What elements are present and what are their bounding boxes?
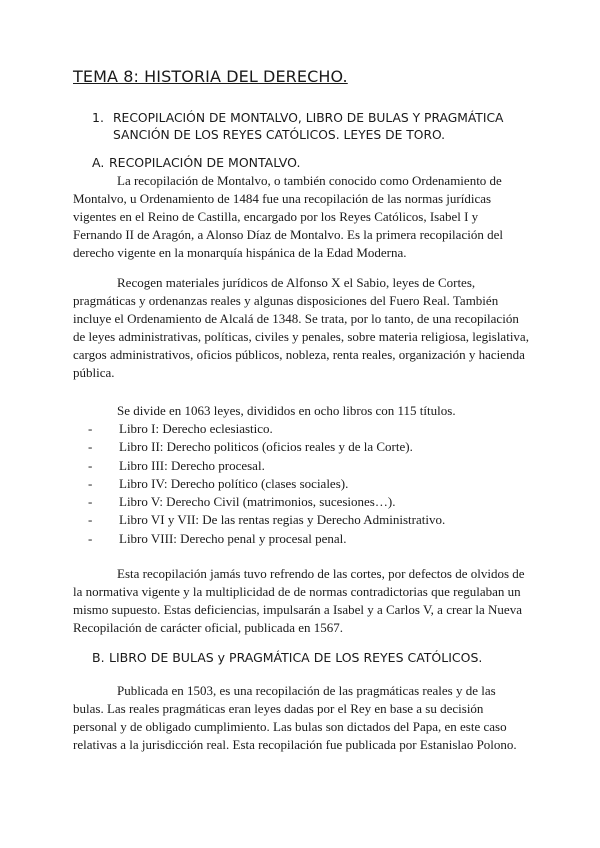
paragraph-montalvo-intro [73, 172, 529, 262]
subsection-heading-a: RECOPILACIÓN DE MONTALVO. [109, 155, 301, 170]
list-item: - Libro V: Derecho Civil (matrimonios, sucesiones…). [88, 494, 396, 510]
list-item: - Libro III: Derecho procesal. [88, 457, 265, 473]
subsection-letter-b: B. [92, 650, 105, 665]
list-item: - Libro I: Derecho eclesiastico. [88, 421, 273, 436]
section-number: 1. [92, 110, 104, 125]
books-list [88, 420, 445, 548]
paragraph-bulas [73, 682, 529, 754]
paragraph-text: La recopilación de Montalvo, o también conocido como Ordenamiento de Montalvo, u Ordenamiento de 1484 fue una recopilación de las normas jurídicas vigentes en el Reino de Castilla, encargado por los Reyes Católicos, Isabel I y Fernando II de Aragón, a Alonso Díaz de Montalvo. Es la primera recopilación del derecho vigente en la monarquía hispánica de la Edad Moderna. [73, 173, 503, 260]
list-item: - Libro VIII: Derecho penal y procesal penal. [88, 530, 347, 546]
paragraph-text: Esta recopilación jamás tuvo refrendo de las cortes, por defectos de olvidos de la normativa vigente y la multiplicidad de de normas contradictorias que regulaban un mismo supuesto. Estas deficiencias, impulsarán a Isabel y a Carlos V, a crear la Nueva Recopilación de carácter oficial, publicada en 1567. [73, 566, 525, 635]
paragraph-montalvo-structure [73, 402, 529, 420]
list-item: - Libro II: Derecho politicos (oficios reales y de la Corte). [88, 439, 413, 455]
subsection-heading-b: LIBRO DE BULAS y PRAGMÁTICA DE LOS REYES CATÓLICOS. [109, 650, 483, 665]
paragraph-text: Recogen materiales jurídicos de Alfonso X el Sabio, leyes de Cortes, pragmáticas y ordenanzas reales y algunas disposiciones del Fuero Real. También incluye el Ordenamiento de Alcalá de 1348. Se trata, por lo tanto, de una recopilación de leyes administrativas, políticas, civiles y penales, sobre materia religiosa, legislativa, cargos administrativos, oficios públicos, nobleza, renta reales, organización y hacienda pública. [73, 275, 529, 380]
subsection-letter-a: A. [92, 155, 105, 170]
page-title: TEMA 8: HISTORIA DEL DERECHO. [73, 67, 348, 86]
paragraph-montalvo-materials [73, 274, 529, 382]
paragraph-text: Publicada en 1503, es una recopilación de las pragmáticas reales y de las bulas. Las reales pragmáticas eran leyes dadas por el Rey en base a su decisión personal y de obligado cumplimiento. Las bulas son dictados del Papa, en este caso relativas a la jurisdicción real. Esta recopilación fue publicada por Estanislao Polono. [73, 683, 517, 752]
paragraph-text: Se divide en 1063 leyes, divididos en ocho libros con 115 títulos. [117, 403, 456, 418]
list-item: - Libro VI y VII: De las rentas regias y Derecho Administrativo. [88, 512, 446, 528]
paragraph-montalvo-refrendo [73, 565, 529, 637]
section-heading: RECOPILACIÓN DE MONTALVO, LIBRO DE BULAS Y PRAGMÁTICA SANCIÓN DE LOS REYES CATÓLICOS. LEYES DE TORO. [113, 111, 504, 142]
list-item: - Libro IV: Derecho político (clases sociales). [88, 475, 349, 491]
